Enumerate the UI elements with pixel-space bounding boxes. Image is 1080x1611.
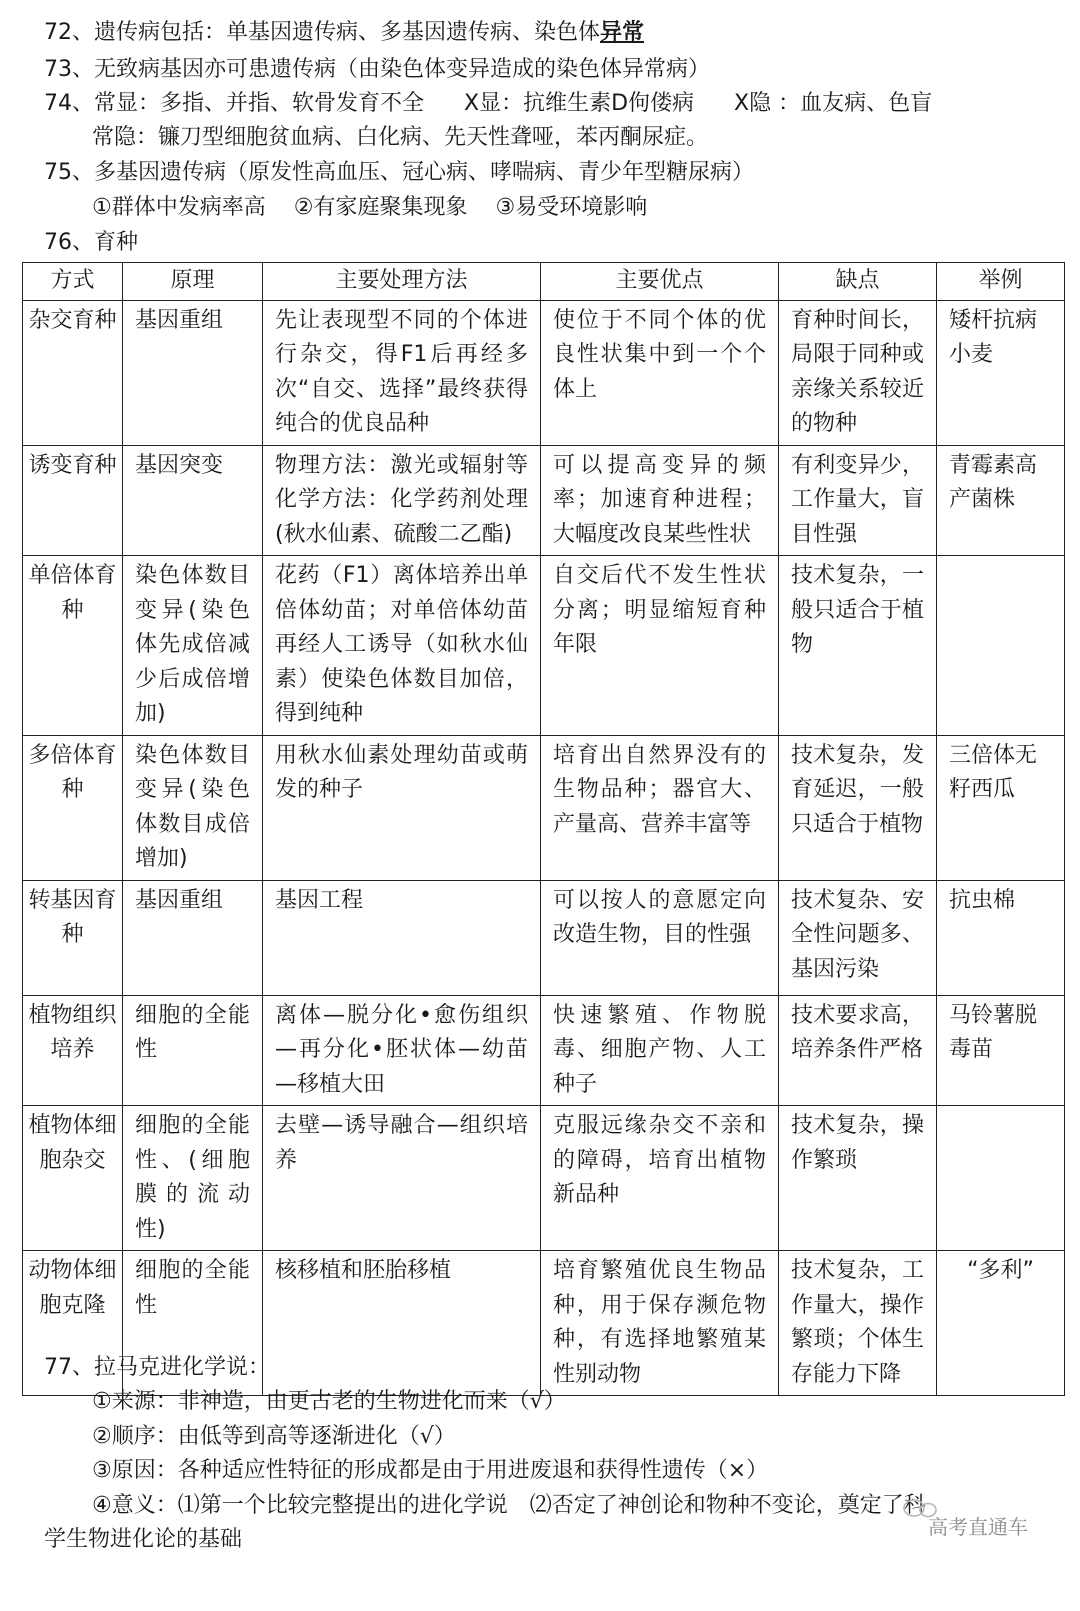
cell-advantage: 克服远缘杂交不亲和的障碍，培育出植物新品种 — [541, 1106, 779, 1251]
cell-advantage: 使位于不同个体的优良性状集中到一个个体上 — [541, 300, 779, 445]
cell-example: 三倍体无籽西瓜 — [937, 735, 1065, 880]
table-row — [23, 556, 1065, 736]
item-77-line-1: ①来源：非神造，由更古老的生物进化而来（√） — [92, 1389, 566, 1414]
header-disadvantage: 缺点 — [779, 263, 937, 301]
cell-method: 诱变育种 — [23, 445, 123, 556]
header-procedure: 主要处理方法 — [263, 263, 541, 301]
cell-principle: 基因重组 — [123, 880, 263, 995]
item-72: 72、遗传病包括：单基因遗传病、多基因遗传病、染色体异常 — [44, 20, 645, 45]
cell-example: 矮杆抗病小麦 — [937, 300, 1065, 445]
cell-disadvantage: 技术要求高，培养条件严格 — [779, 995, 937, 1106]
table-row — [23, 1106, 1065, 1251]
cell-procedure: 核移植和胚胎移植 — [263, 1251, 541, 1396]
header-principle: 原理 — [123, 263, 263, 301]
item-75-points: ①群体中发病率高 ②有家庭聚集现象 ③易受环境影响 — [92, 195, 648, 220]
cell-procedure: 物理方法：激光或辐射等化学方法：化学药剂处理(秋水仙素、硫酸二乙酯) — [263, 445, 541, 556]
cell-method: 植物体细胞杂交 — [23, 1106, 123, 1251]
cell-principle: 细胞的全能性、(细胞膜的流动性) — [123, 1106, 263, 1251]
table-row — [23, 995, 1065, 1106]
item-77-line-2: ②顺序：由低等到高等逐渐进化（√） — [92, 1424, 456, 1449]
cell-example — [937, 556, 1065, 736]
cell-disadvantage: 技术复杂，发育延迟，一般只适合于植物 — [779, 735, 937, 880]
header-advantage: 主要优点 — [541, 263, 779, 301]
table-header-row — [23, 263, 1065, 301]
cell-principle: 细胞的全能性 — [123, 1251, 263, 1396]
cell-advantage: 培育出自然界没有的生物品种；器官大、产量高、营养丰富等 — [541, 735, 779, 880]
cell-procedure: 去壁—诱导融合—组织培养 — [263, 1106, 541, 1251]
cell-method: 杂交育种 — [23, 300, 123, 445]
breeding-table — [22, 262, 1065, 1396]
cell-principle: 染色体数目变异(染色体数目成倍增加) — [123, 735, 263, 880]
cell-procedure: 用秋水仙素处理幼苗或萌发的种子 — [263, 735, 541, 880]
cell-example: 抗虫棉 — [937, 880, 1065, 995]
table-row — [23, 735, 1065, 880]
cell-disadvantage: 技术复杂，一般只适合于植物 — [779, 556, 937, 736]
item-74: 74、常显：多指、并指、软骨发育不全 X显：抗维生素D佝偻病 X隐 ：血友病、色盲 — [44, 91, 933, 116]
cell-procedure: 花药（F1）离体培养出单倍体幼苗；对单倍体幼苗再经人工诱导（如秋水仙素）使染色体数目加倍，得到纯种 — [263, 556, 541, 736]
item-73: 73、无致病基因亦可患遗传病（由染色体变异造成的染色体异常病） — [44, 57, 710, 82]
cell-principle: 基因突变 — [123, 445, 263, 556]
item-76-title: 76、育种 — [44, 230, 138, 255]
cell-method: 多倍体育种 — [23, 735, 123, 880]
cell-advantage: 自交后代不发生性状分离；明显缩短育种年限 — [541, 556, 779, 736]
item-72-emphasis: 异常 — [600, 20, 645, 45]
cell-example — [937, 1106, 1065, 1251]
cell-advantage: 快速繁殖、作物脱毒、细胞产物、人工种子 — [541, 995, 779, 1106]
cell-principle: 细胞的全能性 — [123, 995, 263, 1106]
item-77-line-3: ③原因：各种适应性特征的形成都是由于用进废退和获得性遗传（×） — [92, 1458, 769, 1483]
cell-method: 植物组织培养 — [23, 995, 123, 1106]
cell-procedure: 基因工程 — [263, 880, 541, 995]
cell-disadvantage: 技术复杂，操作繁琐 — [779, 1106, 937, 1251]
cell-disadvantage: 育种时间长，局限于同种或亲缘关系较近的物种 — [779, 300, 937, 445]
cell-disadvantage: 技术复杂、安全性问题多、基因污染 — [779, 880, 937, 995]
cell-method: 动物体细胞克隆 — [23, 1251, 123, 1396]
cell-principle: 基因重组 — [123, 300, 263, 445]
cell-example: “多利” — [937, 1251, 1065, 1396]
cell-principle: 染色体数目变异(染色体先成倍减少后成倍增加) — [123, 556, 263, 736]
item-77-line-5: 学生物进化论的基础 — [44, 1527, 243, 1552]
cell-method: 转基因育种 — [23, 880, 123, 995]
header-example: 举例 — [937, 263, 1065, 301]
cell-procedure: 离体—脱分化•愈伤组织—再分化•胚状体—幼苗—移植大田 — [263, 995, 541, 1106]
cell-method: 单倍体育种 — [23, 556, 123, 736]
table-row — [23, 445, 1065, 556]
table-row — [23, 300, 1065, 445]
cell-advantage: 培育繁殖优良生物品种，用于保存濒危物种，有选择地繁殖某性别动物 — [541, 1251, 779, 1396]
item-75-title: 75、多基因遗传病（原发性高血压、冠心病、哮喘病、青少年型糖尿病） — [44, 160, 754, 185]
cell-procedure: 先让表现型不同的个体进行杂交，得F1后再经多次“自交、选择”最终获得纯合的优良品种 — [263, 300, 541, 445]
cell-advantage: 可以提高变异的频率；加速育种进程；大幅度改良某些性状 — [541, 445, 779, 556]
item-74-recessive: 常隐：镰刀型细胞贫血病、白化病、先天性聋哑，苯丙酮尿症。 — [92, 125, 709, 150]
cell-disadvantage: 技术复杂，工作量大，操作繁琐；个体生存能力下降 — [779, 1251, 937, 1396]
cell-advantage: 可以按人的意愿定向改造生物，目的性强 — [541, 880, 779, 995]
table-row — [23, 880, 1065, 995]
item-77-title: 77、拉马克进化学说： — [44, 1355, 270, 1380]
item-77-line-4: ④意义：⑴第一个比较完整提出的进化学说 ⑵否定了神创论和物种不变论，奠定了科 — [92, 1493, 926, 1518]
watermark-text: 高考直通车 — [928, 1515, 1028, 1539]
cell-example: 青霉素高产菌株 — [937, 445, 1065, 556]
cell-disadvantage: 有利变异少，工作量大，盲目性强 — [779, 445, 937, 556]
cell-example: 马铃薯脱毒苗 — [937, 995, 1065, 1106]
header-method: 方式 — [23, 263, 123, 301]
